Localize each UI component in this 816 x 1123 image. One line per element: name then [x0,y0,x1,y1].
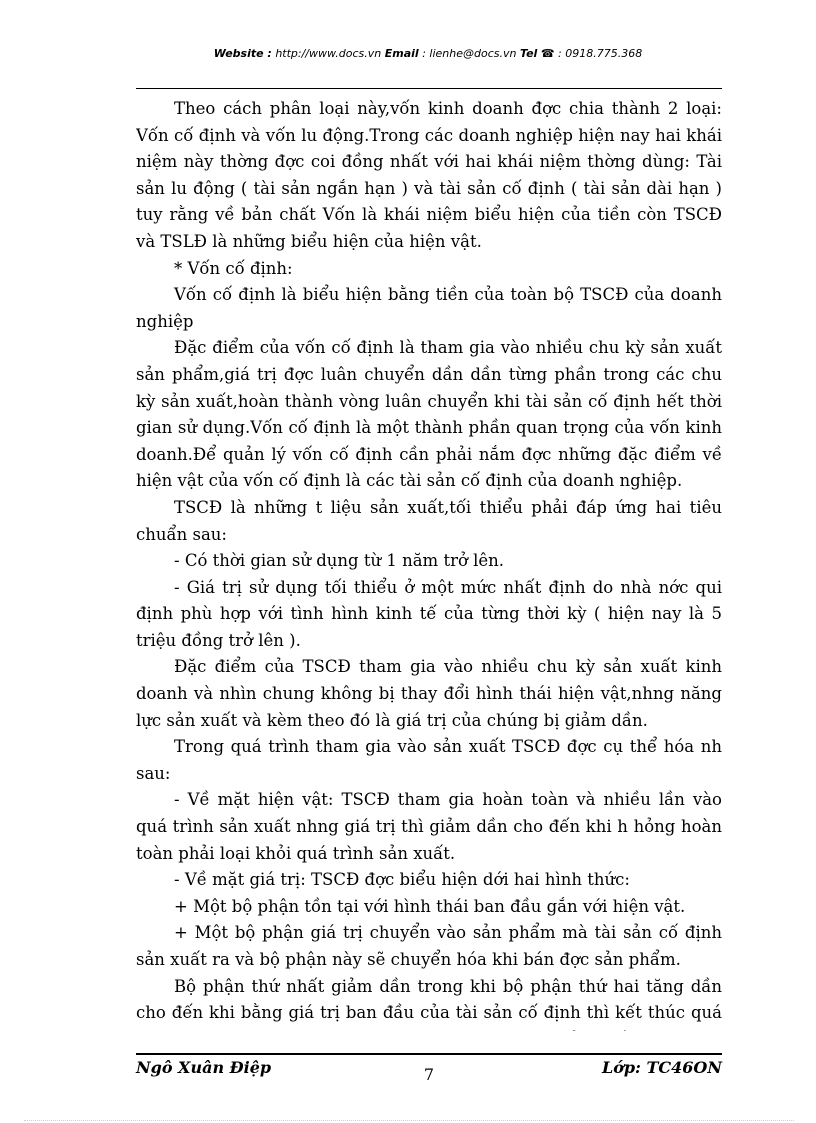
section-heading: * Vốn cố định: [174,258,293,278]
footer-rule [136,1053,722,1055]
website-label: Website : [213,47,272,60]
paragraph: Đặc điểm của TSCĐ tham gia vào nhiều chu kỳ sản xuất kinh doanh và nhìn chung không bị thay đổi hình thái hiện vật,nhng năng lực sản xuất và kèm theo đó là giá trị của chúng bị giảm dần. [136,657,722,730]
list-item: - Giá trị sử dụng tối thiểu ở một mức nhất định do nhà nớc qui định phù hợp với tình hình kinh tế của từng thời kỳ ( hiện nay là 5 triệu đồng trở lên ). [136,577,722,650]
list-item: - Về mặt hiện vật: TSCĐ tham gia hoàn toàn và nhiều lần vào quá trình sản xuất nhng giá trị thì giảm dần cho đến khi h hỏng hoàn toàn phải loại khỏi quá trình sản xuất. [136,790,722,863]
footer-author: Ngô Xuân Điệp [136,1058,272,1077]
website-url: http://www.docs.vn [275,47,382,60]
page-bottom-dotted-line [24,1120,794,1121]
paragraph: Theo cách phân loại này,vốn kinh doanh đợc chia thành 2 loại: Vốn cố định và vốn lu động.Trong các doanh nghiệp hiện nay hai khái niệm này thờng đợc coi đồng nhất với hai khái niệm thờng dùng: Tài sản lu động ( tài sản ngắn hạn ) và tài sản cố định ( tài sản dài hạn ) tuy rằng về bản chất Vốn là khái niệm biểu hiện của tiền còn TSCĐ và TSLĐ là những biểu hiện của hiện vật. [136,99,722,251]
tel-number: : 0918.775.368 [558,47,643,60]
footer-class: Lớp: TC46ON [601,1058,722,1077]
email-address: : lienhe@docs.vn [422,47,517,60]
page-number: 7 [423,1065,435,1084]
paragraph: Trong quá trình tham gia vào sản xuất TSCĐ đợc cụ thể hóa nh sau: [136,737,722,783]
paragraph: Bộ phận thứ nhất giảm dần trong khi bộ phận thứ hai tăng dần cho đến khi bằng giá trị ban đầu của tài sản cố định thì kết thúc quá [136,976,722,1023]
page-body [136,96,722,1031]
tel-label: Tel [519,47,538,60]
paragraph: Vốn cố định là biểu hiện bằng tiền của toàn bộ TSCĐ của doanh nghiệp [136,285,722,331]
list-item: + Một bộ phận giá trị chuyển vào sản phẩm mà tài sản cố định sản xuất ra và bộ phận này sẽ chuyển hóa khi bán đợc sản phẩm. [136,923,722,969]
paragraph: TSCĐ là những t liệu sản xuất,tối thiểu phải đáp ứng hai tiêu chuẩn sau: [136,497,722,544]
header-rule [136,88,722,89]
phone-icon: ☎ [540,47,555,60]
list-item: - Về mặt giá trị: TSCĐ đợc biểu hiện dới hai hình thức: [174,870,630,890]
email-label: Email [384,47,419,60]
page-header [136,47,720,60]
list-item: - Có thời gian sử dụng từ 1 năm trở lên. [174,551,505,571]
list-item: + Một bộ phận tồn tại với hình thái ban đầu gắn với hiện vật. [174,896,686,916]
paragraph: Đặc điểm của vốn cố định là tham gia vào nhiều chu kỳ sản xuất sản phẩm,giá trị đợc luân chuyển dần dần từng phần trong các chu kỳ sản xuất,hoàn thành vòng luân chuyển khi tài sản cố định hết thời gian sử dụng.Vốn cố định là một thành phần quan trọng của vốn kinh doanh.Để quản lý vốn cố định cần phải nắm đợc những đặc điểm về hiện vật của vốn cố định là các tài sản cố định của doanh nghiệp. [136,338,722,491]
